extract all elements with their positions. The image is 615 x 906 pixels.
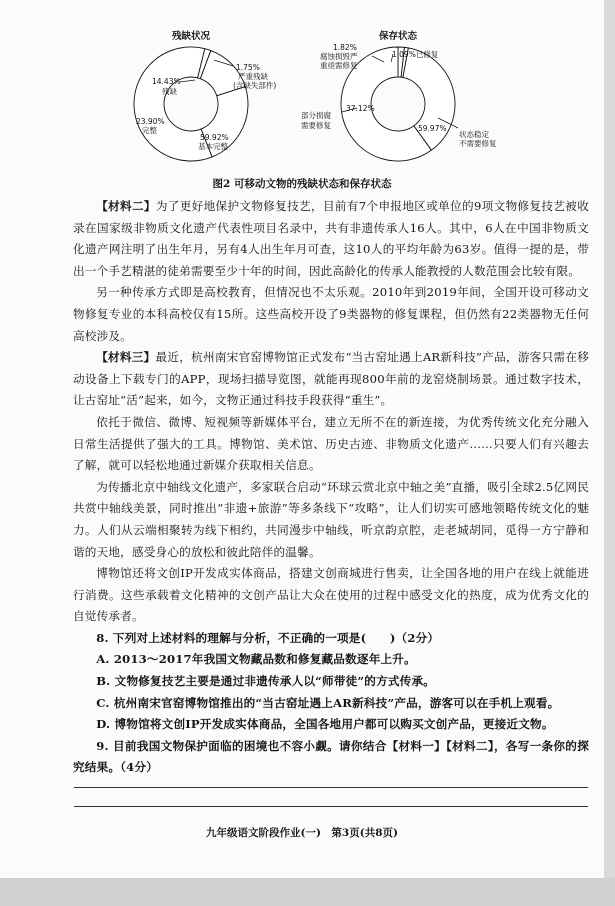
paragraph-text: 博物馆还将文创IP开发成实体商品，搭建文创商城进行售卖，让全国各地的用户在线上就能进行消费。这些承载着文化精神的文创产品让大众在使用的过程中感受文化的热度，成为优秀文化的自觉传承者。 (73, 566, 589, 624)
slice-label: 部分损腐 (301, 111, 331, 120)
paragraph (73, 563, 589, 628)
slice-label: 需要修复 (301, 121, 331, 130)
slice-label: 残缺 (162, 87, 177, 96)
page-footer: 九年级语文阶段作业(一) 第3页(共8页) (206, 827, 398, 839)
chart-title: 保存状态 (378, 31, 418, 42)
figure-caption: 图2 可移动文物的残缺状态和保存状态 (212, 178, 392, 190)
paragraph-material-2 (73, 196, 589, 282)
scan-margin (0, 878, 615, 906)
figure-2-charts (0, 0, 604, 200)
question-8-option-a[interactable]: A. 2013～2017年我国文物藏品数和修复藏品数逐年上升。 (96, 652, 416, 667)
paragraph-text: 最近，杭州南宋官窑博物馆正式发布“当古窑址遇上AR新科技”产品，游客只需在移动设备上下载专门的APP，现场扫描导览图，就能再现800年前的龙窑烧制场景。通过数字技术，让古窑址“活”起来，如今，文物正通过科技手段获得“重生”。 (73, 350, 589, 408)
material-tag: 【材料二】 (96, 199, 156, 213)
slice-label: 状态稳定 (459, 130, 489, 139)
material-tag: 【材料三】 (96, 350, 156, 365)
paragraph-material-3 (73, 347, 589, 412)
article-body (73, 196, 589, 779)
question-9-stem: 9. 目前我国文物保护面临的困境也不容小觑。请你结合【材料一】【材料二】，各写一条你的探究结果。（4分） (73, 738, 589, 775)
slice-pct: 37.12% (346, 104, 375, 113)
slice-label: 重亟需修复 (320, 61, 358, 70)
chart-title: 残缺状况 (171, 31, 211, 42)
paragraph-text: 另一种传承方式即是高校教育，但情况也不太乐观。2010年到2019年间，全国开设可移动文物修复专业的本科高校仅有15所。这些高校开设了9类器物的修复课程，但仍然有22类器物无任何高校涉及。 (73, 285, 589, 343)
slice-pct: 1.82% (333, 43, 357, 52)
paragraph (73, 282, 589, 347)
question-8-option-d[interactable]: D. 博物馆将文创IP开发成实体商品，全国各地用户都可以购买文创产品，更接近文物。 (96, 717, 554, 732)
answer-line[interactable] (74, 787, 588, 788)
chart-defect-status (134, 30, 276, 161)
slice-label: (含缺失部件) (233, 81, 277, 90)
question-8-stem: 8. 下列对上述材料的理解与分析，不正确的一项是( )（2分） (96, 630, 440, 645)
slice-label: 1.09%已修复 (392, 50, 439, 59)
slice-label: 腐蚀损毁严 (320, 52, 358, 61)
question-8-option-b[interactable]: B. 文物修复技艺主要是通过非遗传承人以“师带徒”的方式传承。 (96, 674, 436, 689)
slice-pct: 59.92% (200, 133, 229, 142)
question-8-option-c[interactable]: C. 杭州南宋官窑博物馆推出的“当古窑址遇上AR新科技”产品，游客可以在手机上观看。 (96, 695, 560, 710)
chart-preservation-status (301, 30, 497, 161)
paragraph-text: 为了更好地保护文物修复技艺，目前有7个申报地区或单位的9项文物修复技艺被收录在国家级非物质文化遗产代表性项目名录中，共有非遗传承人16人。其中，6人在中国非物质文化遗产网注明了出生年月，另有4人出生年月可查，这10人的平均年龄为63岁。值得一提的是，带出一个手艺精湛的徒弟需要至少十年的时间，因此高龄化的传承人能教授的人数范围会比较有限。 (73, 199, 589, 278)
slice-label: 完整 (142, 126, 157, 135)
slice-pct: 14.43% (152, 77, 181, 86)
answer-line[interactable] (74, 806, 588, 807)
slice-label: 基本完整 (198, 142, 228, 151)
paragraph (73, 412, 589, 477)
paragraph-text: 为传播北京中轴线文化遗产，多家联合启动“环球云赏北京中轴之美”直播，吸引全球2.5亿网民共赏中轴线美景，同时推出“非遗+旅游”等多条线下“攻略”，让人们切实可感地领略传统文化的魅力。人们从云端相聚转为线下相约，共同漫步中轴线，听京韵京腔，走老城胡同，觅得一方宁静和谐的天地，感受身心的放松和彼此陪伴的温馨。 (73, 479, 589, 559)
slice-pct: 59.97% (418, 124, 447, 133)
slice-pct: 1.75% (236, 63, 260, 72)
paragraph-text: 依托于微信、微博、短视频等新媒体平台，建立无所不在的新连接，为优秀传统文化充分融入日常生活提供了强大的工具。博物馆、美术馆、历史古迹、非物质文化遗产……只要人们有兴趣去了解，就可以轻松地通过新媒介获取相关信息。 (73, 414, 589, 473)
slice-label: 不需要修复 (459, 139, 497, 148)
pie-left (134, 47, 248, 161)
slice-pct: 23.90% (136, 117, 165, 126)
paragraph (73, 477, 589, 563)
slice-label: 严重残缺 (238, 72, 268, 81)
